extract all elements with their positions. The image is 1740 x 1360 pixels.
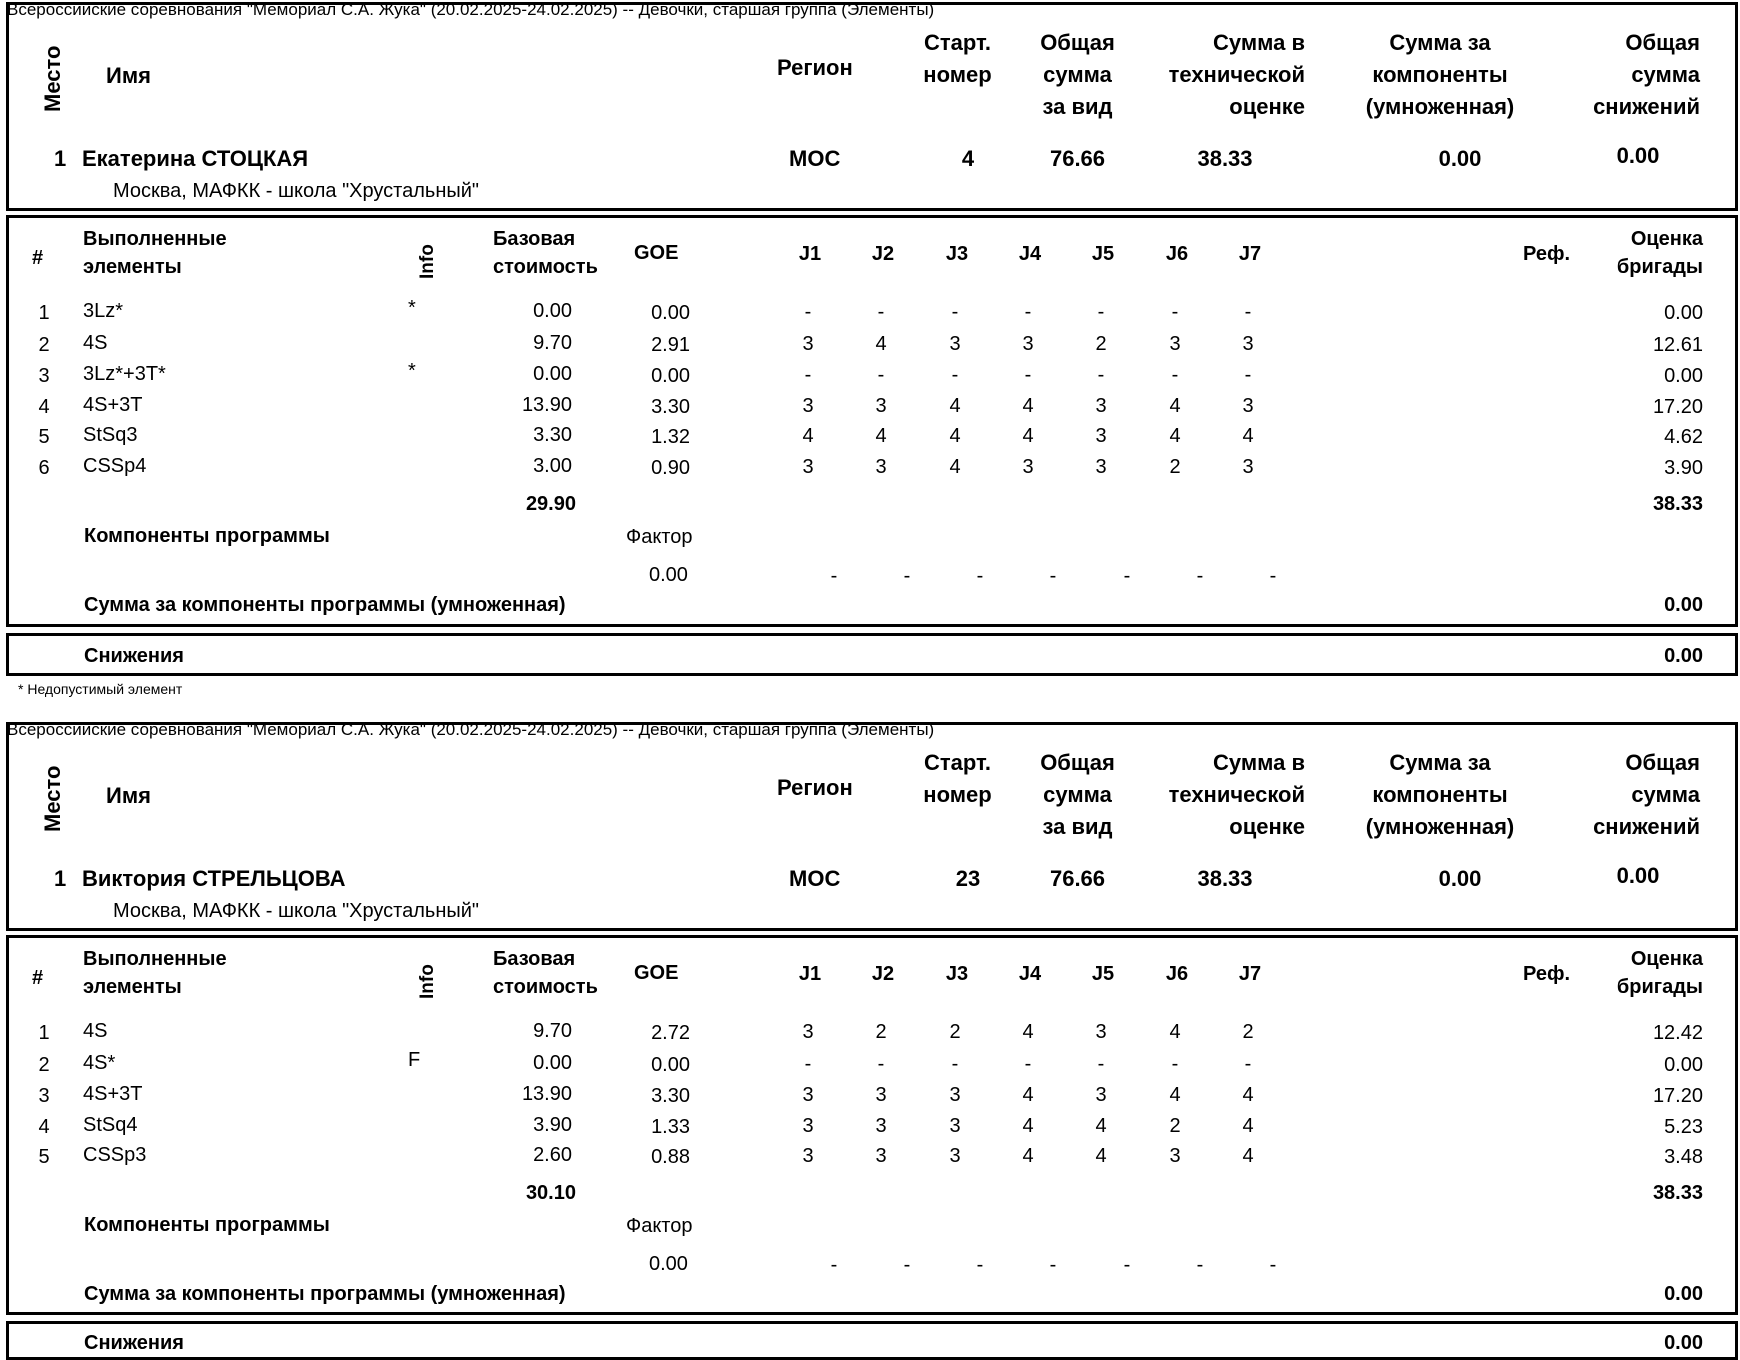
skater-region: МОС [789, 146, 841, 171]
skater-name: Екатерина СТОЦКАЯ [82, 146, 309, 171]
judge-mark-j2: 4 [875, 333, 887, 355]
components-sum-value: 0.00 [1664, 594, 1703, 616]
element-info: * [408, 297, 416, 319]
element-code: 3Lz* [83, 300, 124, 322]
judge-mark-j1: - [804, 364, 812, 386]
element-base-value: 13.90 [521, 1083, 572, 1105]
judge-mark-j1: 3 [802, 1145, 814, 1167]
protocol-2 [0, 720, 1740, 1360]
deductions-box [6, 1321, 1738, 1360]
component-mark-j3: - [976, 565, 984, 587]
skater-start-number: 4 [961, 146, 975, 171]
element-code: CSSp3 [83, 1144, 147, 1166]
component-mark-j7: - [1269, 1254, 1277, 1276]
base-value-total: 29.90 [525, 493, 576, 515]
judge-mark-j6: 4 [1169, 395, 1181, 417]
col-j7-header: J7 [1238, 243, 1262, 265]
judge-mark-j2: 2 [875, 1021, 887, 1043]
col-j6-header: J6 [1165, 243, 1189, 265]
deductions-header: Общая сумма снижений [1593, 30, 1700, 119]
judge-mark-j1: 4 [802, 425, 814, 447]
col-elements-header: Выполненные элементы [83, 948, 227, 998]
element-panel-score: 0.00 [1664, 302, 1703, 324]
element-base-value: 13.90 [521, 394, 572, 416]
factor-value: 0.00 [649, 1253, 688, 1275]
judge-mark-j1: 3 [802, 456, 814, 478]
judge-mark-j7: - [1244, 1053, 1252, 1075]
deductions-value: 0.00 [1664, 1332, 1703, 1354]
judge-mark-j4: 4 [1022, 1145, 1034, 1167]
judge-mark-j4: 3 [1022, 456, 1034, 478]
judge-mark-j2: 3 [875, 1115, 887, 1137]
judge-mark-j2: 3 [875, 1084, 887, 1106]
col-j7-header: J7 [1238, 963, 1262, 985]
deductions-header: Общая сумма снижений [1593, 750, 1700, 839]
col-ref-header: Реф. [1523, 243, 1571, 265]
element-base-value: 9.70 [533, 1020, 572, 1042]
component-mark-j2: - [903, 1254, 911, 1276]
element-goe: 3.30 [651, 396, 690, 418]
factor-label: Фактор [626, 1215, 693, 1237]
judge-mark-j3: 2 [949, 1021, 961, 1043]
skater-club: Москва, МАФКК - школа "Хрустальный" [113, 900, 480, 922]
competition-title: Всероссийские соревнования "Мемориал С.А. Жука" (20.02.2025-24.02.2025) -- Девочки, старшая группа (Элементы) [7, 720, 935, 739]
element-base-value: 3.30 [533, 424, 572, 446]
judge-mark-j1: 3 [802, 333, 814, 355]
judge-mark-j6: 4 [1169, 1021, 1181, 1043]
judge-mark-j6: - [1171, 364, 1179, 386]
element-panel-score: 12.61 [1652, 334, 1703, 356]
judge-mark-j5: - [1097, 364, 1105, 386]
col-ref-header: Реф. [1523, 963, 1571, 985]
judge-mark-j3: 4 [949, 456, 961, 478]
judge-mark-j4: 4 [1022, 1084, 1034, 1106]
skater-region: МОС [789, 866, 841, 891]
element-panel-score: 3.90 [1664, 457, 1703, 479]
col-base-value-header: Базовая стоимость [493, 948, 598, 998]
skater-tech-score: 38.33 [1197, 146, 1253, 171]
component-mark-j6: - [1196, 565, 1204, 587]
element-number: 5 [38, 426, 50, 448]
skater-components-score: 0.00 [1438, 866, 1482, 891]
judge-mark-j7: 4 [1242, 1145, 1254, 1167]
element-code: StSq3 [83, 424, 138, 446]
skater-total-score: 76.66 [1049, 866, 1106, 891]
judge-mark-j5: - [1097, 1053, 1105, 1075]
start-number-header: Старт. номер [923, 750, 992, 807]
col-j2-header: J2 [871, 963, 895, 985]
element-panel-score: 17.20 [1652, 1085, 1703, 1107]
component-mark-j4: - [1049, 1254, 1057, 1276]
judge-mark-j4: 4 [1022, 425, 1034, 447]
judge-mark-j1: 3 [802, 1115, 814, 1137]
judge-mark-j6: 4 [1169, 425, 1181, 447]
judge-mark-j6: 2 [1169, 456, 1181, 478]
judge-mark-j4: 4 [1022, 1115, 1034, 1137]
judge-mark-j6: - [1171, 301, 1179, 323]
element-base-value: 3.00 [533, 455, 572, 477]
judge-mark-j3: 4 [949, 395, 961, 417]
judge-mark-j3: - [951, 301, 959, 323]
component-mark-j6: - [1196, 1254, 1204, 1276]
judge-mark-j1: - [804, 1053, 812, 1075]
judge-mark-j2: 3 [875, 456, 887, 478]
judge-mark-j1: - [804, 301, 812, 323]
element-goe: 0.00 [651, 365, 690, 387]
col-j3-header: J3 [945, 963, 969, 985]
total-score-header: Общая сумма за вид [1040, 750, 1115, 839]
judge-mark-j4: - [1024, 1053, 1032, 1075]
col-panel-score-header: Оценка бригады [1616, 948, 1703, 998]
judge-mark-j6: 3 [1169, 1145, 1181, 1167]
element-number: 4 [38, 396, 50, 418]
judge-mark-j4: - [1024, 301, 1032, 323]
components-score-header: Сумма за компоненты (умноженная) [1365, 750, 1515, 839]
region-header: Регион [777, 775, 853, 800]
skater-tech-score: 38.33 [1197, 866, 1253, 891]
element-code: 4S [83, 332, 108, 354]
col-goe-header: GOE [634, 242, 679, 264]
element-code: 4S+3T [83, 394, 143, 416]
name-header: Имя [106, 63, 151, 88]
element-base-value: 3.90 [533, 1114, 572, 1136]
element-goe: 3.30 [651, 1085, 690, 1107]
components-sum-value: 0.00 [1664, 1283, 1703, 1305]
col-panel-score-header: Оценка бригады [1616, 228, 1703, 278]
judge-mark-j7: 4 [1242, 1115, 1254, 1137]
judge-mark-j7: - [1244, 301, 1252, 323]
deductions-label: Снижения [84, 645, 184, 667]
region-header: Регион [777, 55, 853, 80]
element-code: StSq4 [83, 1114, 138, 1136]
element-number: 5 [38, 1146, 50, 1168]
judge-mark-j5: 3 [1095, 425, 1107, 447]
col-info-header: Info [417, 964, 438, 999]
deductions-box [6, 633, 1738, 676]
judge-mark-j3: - [951, 364, 959, 386]
component-mark-j5: - [1123, 1254, 1131, 1276]
judge-mark-j3: - [951, 1053, 959, 1075]
element-panel-score: 0.00 [1664, 365, 1703, 387]
judge-mark-j7: 3 [1242, 333, 1254, 355]
place-header: Место [40, 45, 65, 112]
start-number-header: Старт. номер [923, 30, 992, 87]
factor-value: 0.00 [649, 564, 688, 586]
panel-score-total: 38.33 [1652, 1182, 1703, 1204]
element-base-value: 0.00 [533, 363, 572, 385]
element-goe: 1.32 [651, 426, 690, 448]
element-goe: 0.00 [651, 1054, 690, 1076]
element-code: 4S [83, 1020, 108, 1042]
program-components-label: Компоненты программы [84, 1214, 330, 1236]
element-goe: 2.72 [651, 1022, 690, 1044]
element-info: F [408, 1049, 421, 1071]
judge-mark-j5: 3 [1095, 1021, 1107, 1043]
judge-mark-j6: 3 [1169, 333, 1181, 355]
judge-mark-j1: 3 [802, 1084, 814, 1106]
col-j4-header: J4 [1018, 963, 1042, 985]
skater-components-score: 0.00 [1438, 146, 1482, 171]
element-number: 1 [38, 1022, 50, 1044]
element-number: 3 [38, 365, 50, 387]
element-number: 4 [38, 1116, 50, 1138]
judge-mark-j4: 4 [1022, 395, 1034, 417]
judge-mark-j1: 3 [802, 1021, 814, 1043]
element-goe: 1.33 [651, 1116, 690, 1138]
judge-mark-j2: 3 [875, 395, 887, 417]
col-goe-header: GOE [634, 962, 679, 984]
tech-score-header: Сумма в технической оценке [1168, 30, 1305, 119]
total-score-header: Общая сумма за вид [1040, 30, 1115, 119]
judge-mark-j5: - [1097, 301, 1105, 323]
panel-score-total: 38.33 [1652, 493, 1703, 515]
component-mark-j2: - [903, 565, 911, 587]
col-j2-header: J2 [871, 243, 895, 265]
deductions-label: Снижения [84, 1332, 184, 1354]
col-number-header: # [32, 967, 44, 989]
element-panel-score: 5.23 [1664, 1116, 1703, 1138]
judge-mark-j2: - [877, 364, 885, 386]
element-code: CSSp4 [83, 455, 147, 477]
skater-start-number: 23 [955, 866, 981, 891]
col-j4-header: J4 [1018, 243, 1042, 265]
element-base-value: 2.60 [533, 1144, 572, 1166]
tech-score-header: Сумма в технической оценке [1168, 750, 1305, 839]
base-value-total: 30.10 [525, 1182, 576, 1204]
element-goe: 0.00 [651, 302, 690, 324]
judge-mark-j7: 4 [1242, 425, 1254, 447]
skater-place: 1 [54, 146, 67, 171]
judge-mark-j7: 4 [1242, 1084, 1254, 1106]
judge-mark-j7: - [1244, 364, 1252, 386]
col-number-header: # [32, 247, 44, 269]
judge-mark-j3: 4 [949, 425, 961, 447]
components-sum-label: Сумма за компоненты программы (умноженная) [84, 594, 566, 616]
skater-deductions: 0.00 [1616, 863, 1660, 888]
element-number: 2 [38, 334, 50, 356]
judge-mark-j5: 4 [1095, 1115, 1107, 1137]
components-score-header: Сумма за компоненты (умноженная) [1365, 30, 1515, 119]
judge-mark-j5: 4 [1095, 1145, 1107, 1167]
col-j5-header: J5 [1091, 243, 1115, 265]
element-panel-score: 17.20 [1652, 396, 1703, 418]
col-j5-header: J5 [1091, 963, 1115, 985]
component-mark-j1: - [830, 565, 838, 587]
element-panel-score: 3.48 [1664, 1146, 1703, 1168]
judge-mark-j2: 4 [875, 425, 887, 447]
judge-mark-j2: 3 [875, 1145, 887, 1167]
skater-place: 1 [54, 866, 67, 891]
judge-mark-j3: 3 [949, 1115, 961, 1137]
judge-mark-j5: 3 [1095, 456, 1107, 478]
skater-name: Виктория СТРЕЛЬЦОВА [82, 866, 346, 891]
judge-mark-j4: 3 [1022, 333, 1034, 355]
element-base-value: 0.00 [533, 300, 572, 322]
skater-total-score: 76.66 [1049, 146, 1106, 171]
judge-mark-j6: 4 [1169, 1084, 1181, 1106]
element-info: * [408, 360, 416, 382]
element-code: 4S* [83, 1052, 116, 1074]
element-number: 3 [38, 1085, 50, 1107]
name-header: Имя [106, 783, 151, 808]
judge-mark-j7: 3 [1242, 395, 1254, 417]
element-panel-score: 12.42 [1652, 1022, 1703, 1044]
footnote: * Недопустимый элемент [18, 681, 183, 697]
skater-deductions: 0.00 [1616, 143, 1660, 168]
judge-mark-j3: 3 [949, 1145, 961, 1167]
component-mark-j7: - [1269, 565, 1277, 587]
element-base-value: 0.00 [533, 1052, 572, 1074]
element-base-value: 9.70 [533, 332, 572, 354]
element-code: 3Lz*+3T* [83, 363, 166, 385]
element-number: 6 [38, 457, 50, 479]
col-j3-header: J3 [945, 243, 969, 265]
judge-mark-j3: 3 [949, 1084, 961, 1106]
element-goe: 0.88 [651, 1146, 690, 1168]
deductions-value: 0.00 [1664, 645, 1703, 667]
elements-table-box [6, 215, 1738, 627]
judge-mark-j5: 2 [1095, 333, 1107, 355]
element-number: 2 [38, 1054, 50, 1076]
judge-mark-j5: 3 [1095, 395, 1107, 417]
component-mark-j4: - [1049, 565, 1057, 587]
skater-club: Москва, МАФКК - школа "Хрустальный" [113, 180, 480, 202]
component-mark-j5: - [1123, 565, 1131, 587]
col-elements-header: Выполненные элементы [83, 228, 227, 278]
col-j6-header: J6 [1165, 963, 1189, 985]
judge-mark-j7: 3 [1242, 456, 1254, 478]
factor-label: Фактор [626, 526, 693, 548]
judge-mark-j6: 2 [1169, 1115, 1181, 1137]
judge-mark-j6: - [1171, 1053, 1179, 1075]
place-header: Место [40, 765, 65, 832]
element-code: 4S+3T [83, 1083, 143, 1105]
components-sum-label: Сумма за компоненты программы (умноженная) [84, 1283, 566, 1305]
competition-title: Всероссийские соревнования "Мемориал С.А. Жука" (20.02.2025-24.02.2025) -- Девочки, старшая группа (Элементы) [7, 0, 935, 19]
judge-mark-j7: 2 [1242, 1021, 1254, 1043]
program-components-label: Компоненты программы [84, 525, 330, 547]
element-panel-score: 4.62 [1664, 426, 1703, 448]
col-info-header: Info [417, 244, 438, 279]
component-mark-j3: - [976, 1254, 984, 1276]
judge-mark-j4: 4 [1022, 1021, 1034, 1043]
judge-mark-j1: 3 [802, 395, 814, 417]
judge-mark-j4: - [1024, 364, 1032, 386]
judge-mark-j3: 3 [949, 333, 961, 355]
judge-mark-j5: 3 [1095, 1084, 1107, 1106]
judge-mark-j2: - [877, 301, 885, 323]
col-base-value-header: Базовая стоимость [493, 228, 598, 278]
component-mark-j1: - [830, 1254, 838, 1276]
element-goe: 0.90 [651, 457, 690, 479]
element-number: 1 [38, 302, 50, 324]
judge-mark-j2: - [877, 1053, 885, 1075]
element-panel-score: 0.00 [1664, 1054, 1703, 1076]
element-goe: 2.91 [651, 334, 690, 356]
col-j1-header: J1 [798, 963, 822, 985]
col-j1-header: J1 [798, 243, 822, 265]
